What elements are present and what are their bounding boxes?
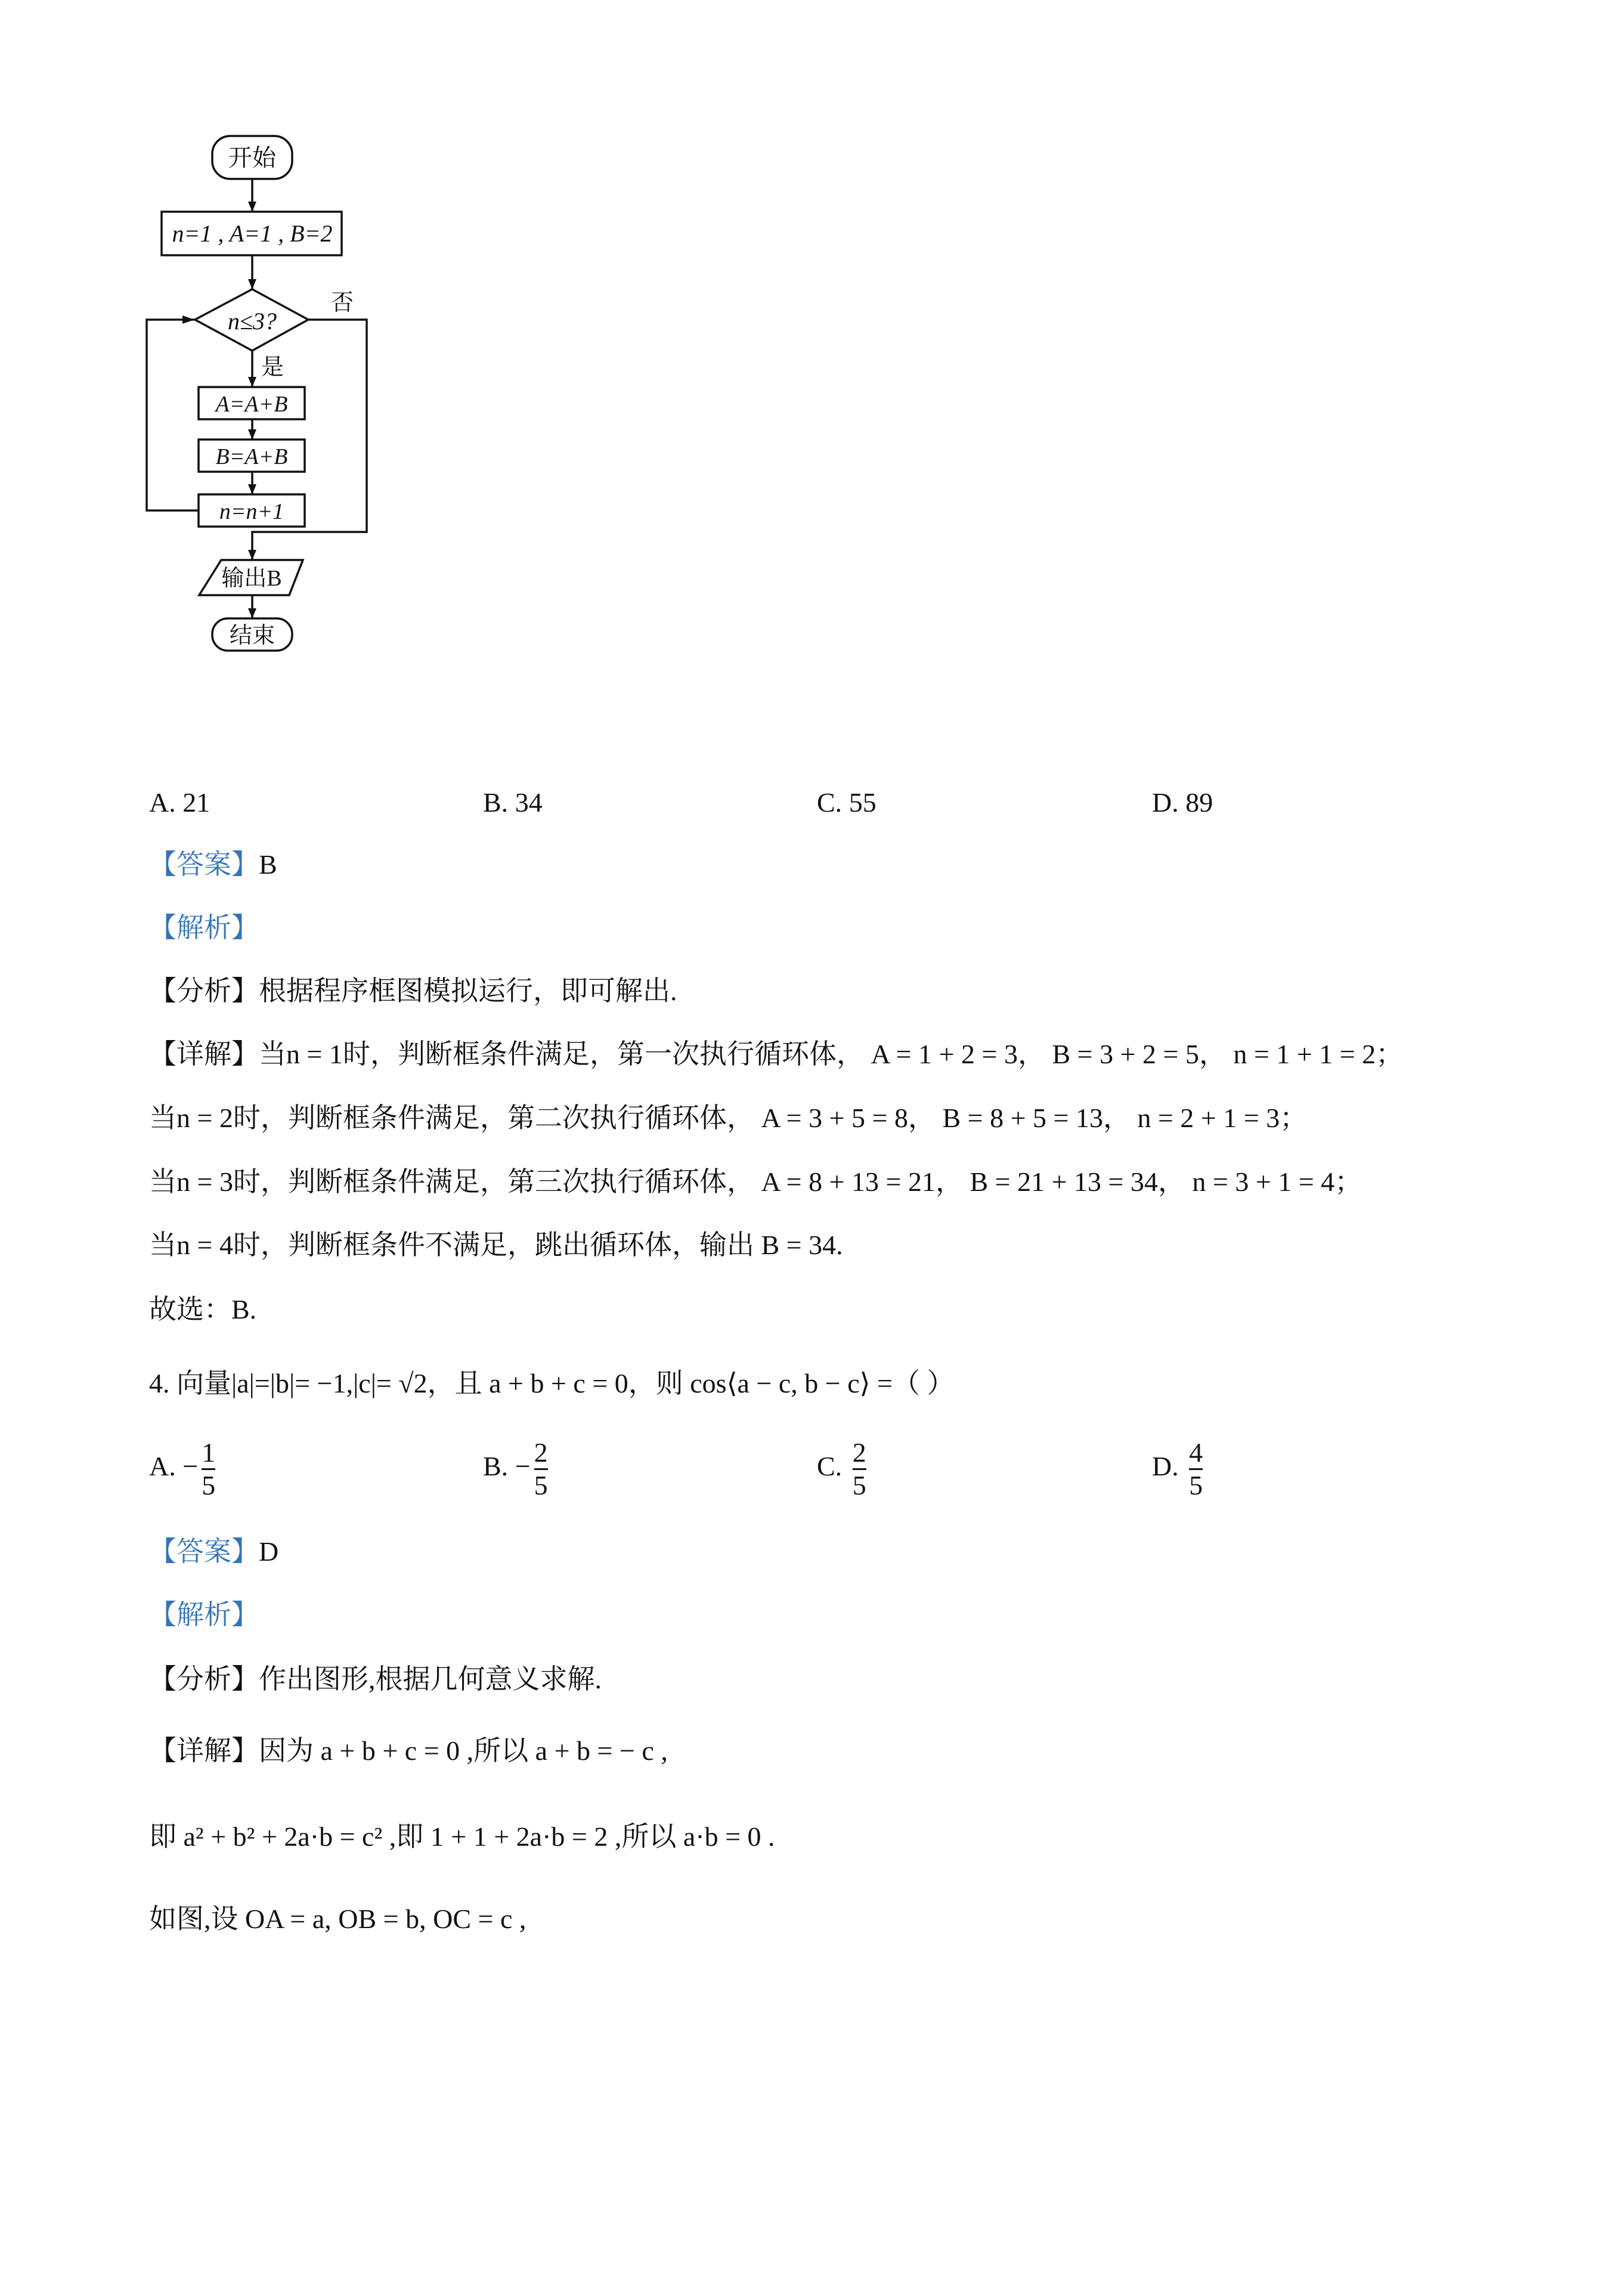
analysis-label: 【解析】 [149, 1599, 259, 1630]
q4-analysis-heading [149, 1597, 259, 1633]
q4-detail-line-3 [149, 1901, 526, 1937]
flow-condition-label: n≤3? [228, 308, 277, 335]
option-letter: B. [483, 1451, 509, 1482]
detail-text: 当n = 3时，判断框条件满足，第三次执行循环体， A = 8 + 13 = 21， B = 21 + 13 = 34， n = 3 + 1 = 4； [149, 1166, 1362, 1197]
denominator: 5 [1189, 1468, 1203, 1501]
detail-text: 即 a² + b² + 2a·b = c² ,即 1 + 1 + 2a·b = 2 ,所以 a·b = 0 . [149, 1821, 775, 1852]
detail-text: 因为 a + b + c = 0 ,所以 a + b = − c , [259, 1735, 668, 1766]
q3-detail-line-2 [149, 1100, 1307, 1136]
detail-text: 当n = 4时，判断框条件不满足，跳出循环体，输出 B = 34. [149, 1230, 843, 1260]
option-letter: A. [149, 787, 176, 818]
question-stem: 4. 向量|a|=|b|= −1,|c|= √2，且 a + b + c = 0，则 cos⟨a − c, b − c⟩ =（ ） [149, 1368, 955, 1398]
q4-fenxi-line [149, 1661, 602, 1697]
denominator: 5 [534, 1468, 548, 1501]
numerator: 2 [534, 1437, 548, 1468]
q4-option-a [149, 1437, 219, 1501]
q3-detail-line-1 [149, 1036, 1403, 1072]
flow-end-label: 结束 [229, 623, 275, 648]
flow-yes-label: 是 [261, 355, 284, 380]
flow-step1-label: A=A+B [215, 392, 288, 417]
fenxi-label: 【分析】 [149, 976, 259, 1006]
numerator: 4 [1189, 1437, 1203, 1468]
answer-label: 【答案】 [149, 1536, 259, 1567]
q4-detail-line-2 [149, 1819, 775, 1855]
q4-stem [149, 1366, 955, 1401]
conclusion-text: 故选：B. [149, 1294, 257, 1325]
option-letter: A. [149, 1451, 176, 1482]
q4-option-b [483, 1437, 552, 1501]
option-fraction [853, 1437, 866, 1501]
q3-option-a [149, 785, 210, 821]
option-letter: C. [817, 1451, 843, 1482]
fenxi-label: 【分析】 [149, 1664, 259, 1694]
flow-output-label: 输出B [221, 566, 282, 591]
detail-text: 当n = 1时，判断框条件满足，第一次执行循环体， A = 1 + 2 = 3， B = 3 + 2 = 5， n = 1 + 1 = 2； [259, 1039, 1404, 1069]
option-letter: D. [1152, 787, 1179, 818]
option-fraction [1189, 1437, 1203, 1501]
detail-label: 【详解】 [149, 1039, 259, 1069]
detail-text: 如图,设 OA = a, OB = b, OC = c , [149, 1904, 526, 1934]
detail-label: 【详解】 [149, 1735, 259, 1766]
denominator: 5 [853, 1468, 866, 1501]
option-letter: D. [1152, 1451, 1179, 1482]
q3-analysis-heading [149, 910, 259, 946]
q3-option-c [817, 785, 876, 821]
option-sign: − [515, 1451, 531, 1482]
q4-answer-line [149, 1534, 278, 1570]
analysis-label: 【解析】 [149, 912, 259, 943]
fenxi-text: 作出图形,根据几何意义求解. [259, 1664, 602, 1694]
option-value: 89 [1185, 787, 1213, 818]
option-fraction [534, 1437, 548, 1501]
denominator: 5 [202, 1468, 215, 1501]
q3-answer-line [149, 847, 277, 883]
q4-option-d [1152, 1437, 1206, 1501]
numerator: 1 [202, 1437, 216, 1468]
fenxi-text: 根据程序框图模拟运行，即可解出. [259, 976, 677, 1006]
q3-option-b [483, 785, 543, 821]
flowchart [0, 0, 477, 775]
flow-init-label: n=1 , A=1 , B=2 [172, 220, 333, 247]
detail-text: 当n = 2时，判断框条件满足，第二次执行循环体， A = 3 + 5 = 8， B = 8 + 5 = 13， n = 2 + 1 = 3； [149, 1103, 1308, 1133]
q4-detail-line-1 [149, 1733, 668, 1769]
option-value: 55 [848, 787, 876, 818]
q3-fenxi-line [149, 973, 677, 1009]
option-letter: C. [817, 787, 843, 818]
flow-step3-label: n=n+1 [219, 499, 284, 524]
q4-option-c [817, 1437, 870, 1501]
answer-value: B [259, 849, 277, 880]
q3-option-d [1152, 785, 1213, 821]
numerator: 2 [852, 1437, 866, 1468]
q3-conclusion [149, 1292, 256, 1328]
flow-step2-label: B=A+B [215, 444, 288, 469]
answer-label: 【答案】 [149, 849, 259, 880]
option-value: 21 [182, 787, 210, 818]
flow-start-label: 开始 [228, 144, 276, 171]
q3-detail-line-3 [149, 1164, 1362, 1200]
q3-detail-line-4 [149, 1227, 843, 1263]
answer-value: D [259, 1536, 279, 1567]
option-value: 34 [515, 787, 543, 818]
option-sign: − [182, 1451, 199, 1482]
flow-no-label: 否 [331, 290, 354, 315]
option-fraction [202, 1437, 215, 1501]
option-letter: B. [483, 787, 509, 818]
